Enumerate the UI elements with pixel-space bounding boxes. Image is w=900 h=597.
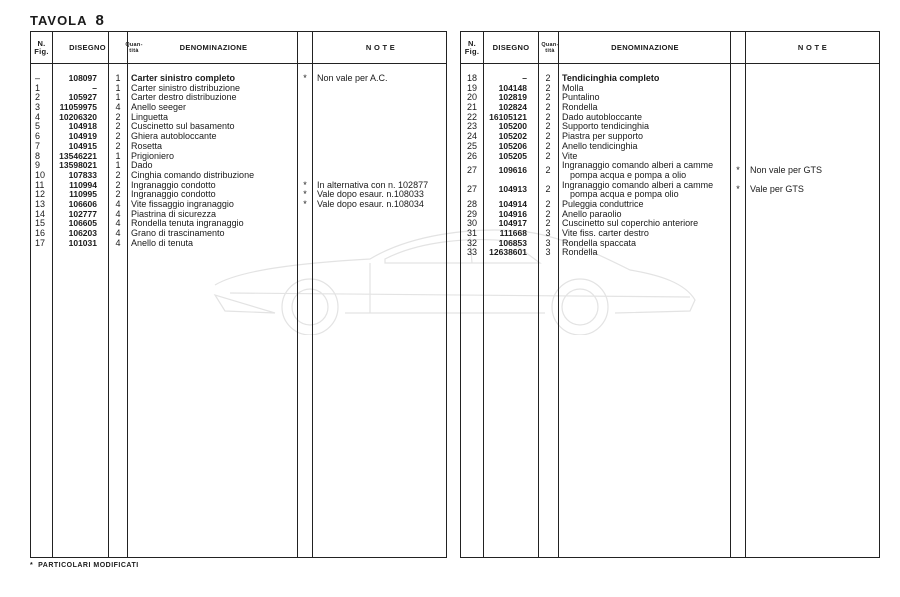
fig-number: 2 xyxy=(35,92,41,103)
quantity: 1 xyxy=(115,92,121,103)
description-continued: pompa acqua e pompa a olio xyxy=(570,169,687,180)
right-rows xyxy=(461,74,879,258)
fig-number: 27 xyxy=(467,184,478,195)
description: Cuscinetto sul coperchio anteriore xyxy=(562,218,699,229)
part-number: 109616 xyxy=(498,164,527,175)
modified-marker: * xyxy=(303,198,307,209)
fig-number: 28 xyxy=(467,198,478,209)
description: Prigioniero xyxy=(131,150,175,161)
part-number: 102819 xyxy=(498,92,527,103)
part-number: 102824 xyxy=(498,102,527,113)
fig-number: 1 xyxy=(35,82,41,93)
quantity: 2 xyxy=(545,150,551,161)
quantity: 2 xyxy=(115,140,121,151)
description: Piastrina di sicurezza xyxy=(131,208,217,219)
quantity: 4 xyxy=(115,228,121,238)
fig-number: 27 xyxy=(467,164,478,175)
header-denominazione: DENOMINAZIONE xyxy=(611,42,679,52)
quantity: 3 xyxy=(545,247,551,258)
quantity: 1 xyxy=(115,160,121,171)
description: Piastra per supporto xyxy=(562,131,644,142)
modified-marker: * xyxy=(736,184,740,195)
fig-number: 24 xyxy=(467,131,478,142)
quantity: 2 xyxy=(545,102,551,113)
part-number: 16105121 xyxy=(489,111,527,122)
part-number: 10206320 xyxy=(59,111,97,122)
quantity: 4 xyxy=(115,237,121,248)
modified-marker: * xyxy=(303,189,307,200)
fig-number: 20 xyxy=(467,92,478,103)
table-row xyxy=(461,248,879,258)
part-number: 107833 xyxy=(68,169,97,180)
header-fig: N. Fig. xyxy=(464,38,480,56)
description: Vite fiss. carter destro xyxy=(562,228,649,239)
quantity: 2 xyxy=(545,218,551,229)
quantity: 2 xyxy=(545,82,551,93)
description: Rondella tenuta ingranaggio xyxy=(131,218,244,229)
fig-number: – xyxy=(35,73,41,83)
description: Rondella spaccata xyxy=(562,237,637,248)
fig-number: 11 xyxy=(35,179,45,190)
description: Carter sinistro completo xyxy=(131,73,236,83)
fig-number: 13 xyxy=(35,198,46,209)
fig-number: 22 xyxy=(467,111,478,122)
part-number: 106203 xyxy=(68,228,97,238)
header-note: N O T E xyxy=(365,42,396,52)
table-row xyxy=(461,181,879,200)
header-disegno: DISEGNO xyxy=(69,42,106,52)
description: Ingranaggio comando alberi a camme xyxy=(562,179,714,190)
part-number: 101031 xyxy=(68,237,97,248)
footer-star: * xyxy=(30,562,34,569)
quantity: 2 xyxy=(545,121,551,132)
header-denominazione: DENOMINAZIONE xyxy=(179,42,248,52)
description: Vite xyxy=(562,150,578,161)
part-number: 104915 xyxy=(68,140,97,151)
fig-number: 4 xyxy=(35,111,41,122)
description: Carter destro distribuzione xyxy=(131,92,237,103)
description: Cuscinetto sul basamento xyxy=(131,121,235,132)
header-disegno: DISEGNO xyxy=(492,42,530,52)
part-number: 106605 xyxy=(68,218,97,229)
fig-number: 26 xyxy=(467,150,478,161)
quantity: 2 xyxy=(545,164,551,175)
part-number: 105202 xyxy=(498,131,527,142)
fig-number: 17 xyxy=(35,237,46,248)
description: Grano di trascinamento xyxy=(131,228,225,238)
part-number: 106853 xyxy=(498,237,527,248)
description: Carter sinistro distribuzione xyxy=(131,82,241,93)
page-title xyxy=(30,12,105,29)
note-text: Non vale per A.C. xyxy=(317,73,388,83)
fig-number: 29 xyxy=(467,208,478,219)
description: Tendicinghia completo xyxy=(562,73,660,83)
quantity: 2 xyxy=(115,189,121,200)
quantity: 3 xyxy=(545,228,551,239)
quantity: 2 xyxy=(545,131,551,142)
part-number: 104918 xyxy=(68,121,97,132)
modified-marker: * xyxy=(736,164,740,175)
quantity: 3 xyxy=(545,237,551,248)
fig-number: 5 xyxy=(35,121,41,132)
description: Cinghia comando distribuzione xyxy=(131,169,255,180)
note-text: Non vale per GTS xyxy=(750,164,823,175)
description: Puleggia conduttrice xyxy=(562,198,644,209)
fig-number: 16 xyxy=(35,228,46,238)
description: Anello paraolio xyxy=(562,208,622,219)
modified-marker: * xyxy=(303,73,307,83)
denominazione-cell xyxy=(562,181,713,200)
note-text: Vale dopo esaur. n.108033 xyxy=(317,189,424,200)
quantity: 1 xyxy=(115,73,121,83)
quantity: 1 xyxy=(115,82,121,93)
part-number: 104914 xyxy=(498,198,527,209)
fig-number: 9 xyxy=(35,160,41,171)
part-number: 13546221 xyxy=(59,150,97,161)
quantity: 4 xyxy=(115,102,121,113)
description: Anello di tenuta xyxy=(131,237,194,248)
quantity: 2 xyxy=(115,169,121,180)
description-continued: pompa acqua e pompa olio xyxy=(570,189,679,200)
fig-number: 23 xyxy=(467,121,478,132)
part-number: 11059975 xyxy=(59,102,97,113)
part-number: 105205 xyxy=(498,150,527,161)
description: Molla xyxy=(562,82,584,93)
table-row xyxy=(31,239,446,249)
fig-number: 33 xyxy=(467,247,478,258)
quantity: 2 xyxy=(115,111,121,122)
quantity: 2 xyxy=(545,208,551,219)
description: Ingranaggio comando alberi a camme xyxy=(562,160,714,171)
footer-legend xyxy=(30,562,139,569)
description: Dado autobloccante xyxy=(562,111,643,122)
part-number: 111668 xyxy=(499,228,527,239)
quantity: 2 xyxy=(545,92,551,103)
fig-number: 18 xyxy=(467,73,478,83)
part-number: 102777 xyxy=(68,208,97,219)
description: Ghiera autobloccante xyxy=(131,131,217,142)
description: Vite fissaggio ingranaggio xyxy=(131,198,234,209)
denominazione-cell xyxy=(562,248,598,258)
modified-marker: * xyxy=(303,179,307,190)
quantity: 1 xyxy=(115,150,121,161)
part-number: 105200 xyxy=(498,121,527,132)
table-header xyxy=(461,32,879,64)
fig-number: 3 xyxy=(35,102,41,113)
table-header xyxy=(31,32,446,64)
fig-number: 32 xyxy=(467,237,478,248)
description: Ingranaggio condotto xyxy=(131,189,216,200)
description: Ingranaggio condotto xyxy=(131,179,216,190)
left-rows xyxy=(31,74,446,248)
note-text: Vale per GTS xyxy=(750,184,804,195)
quantity: 2 xyxy=(545,184,551,195)
note-text: In alternativa con n. 102877 xyxy=(317,179,429,190)
title-label: TAVOLA xyxy=(30,13,88,28)
quantity: 2 xyxy=(545,198,551,209)
fig-number: 6 xyxy=(35,131,41,142)
fig-number: 31 xyxy=(467,228,478,239)
part-number: 105927 xyxy=(68,92,97,103)
fig-number: 15 xyxy=(35,218,46,229)
header-quantita: Quan-tità xyxy=(541,41,559,54)
quantity: 2 xyxy=(545,111,551,122)
footer-text: PARTICOLARI MODIFICATI xyxy=(38,562,139,569)
quantity: 2 xyxy=(115,121,121,132)
description: Dado xyxy=(131,160,153,171)
quantity: 2 xyxy=(115,131,121,142)
quantity: 4 xyxy=(115,208,121,219)
part-number: 104913 xyxy=(498,184,527,195)
title-number: 8 xyxy=(95,12,105,29)
part-number: 104917 xyxy=(498,218,527,229)
part-number: 105206 xyxy=(498,140,527,151)
header-note: N O T E xyxy=(797,42,828,52)
description: Rondella xyxy=(562,102,598,113)
fig-number: 14 xyxy=(35,208,46,219)
denominazione-cell xyxy=(562,161,713,180)
left-parts-table xyxy=(30,31,447,558)
fig-number: 10 xyxy=(35,169,46,180)
fig-number: 21 xyxy=(467,102,478,113)
fig-number: 12 xyxy=(35,189,46,200)
fig-number: 8 xyxy=(35,150,41,161)
description: Rosetta xyxy=(131,140,163,151)
part-number: 12638601 xyxy=(489,247,527,258)
quantity: 2 xyxy=(115,179,121,190)
fig-number: 7 xyxy=(35,140,41,151)
note-text: Vale dopo esaur. n.108034 xyxy=(317,198,424,209)
part-number: 110994 xyxy=(69,179,97,190)
part-number: 13598021 xyxy=(59,160,97,171)
description: Supporto tendicinghia xyxy=(562,121,650,132)
part-number: 110995 xyxy=(69,189,97,200)
fig-number: 30 xyxy=(467,218,478,229)
quantity: 2 xyxy=(545,140,551,151)
description: Anello seeger xyxy=(131,102,187,113)
right-parts-table xyxy=(460,31,880,558)
part-number: 104916 xyxy=(498,208,527,219)
header-fig: N. Fig. xyxy=(34,38,49,56)
fig-number: 25 xyxy=(467,140,478,151)
description: Rondella xyxy=(562,247,598,258)
denominazione-cell xyxy=(131,239,193,249)
description: Linguetta xyxy=(131,111,169,122)
part-number: 104919 xyxy=(68,131,97,142)
quantity: 2 xyxy=(545,73,551,83)
table-row xyxy=(461,161,879,180)
part-number: – xyxy=(92,82,97,93)
description: Puntalino xyxy=(562,92,600,103)
part-number: 108097 xyxy=(68,73,97,83)
part-number: 104148 xyxy=(498,82,527,93)
part-number: – xyxy=(522,73,527,83)
part-number: 106606 xyxy=(68,198,97,209)
fig-number: 19 xyxy=(467,82,478,93)
description: Anello tendicinghia xyxy=(562,140,638,151)
quantity: 4 xyxy=(115,198,121,209)
quantity: 4 xyxy=(115,218,121,229)
header-quantita: Quan-tità xyxy=(125,41,143,54)
